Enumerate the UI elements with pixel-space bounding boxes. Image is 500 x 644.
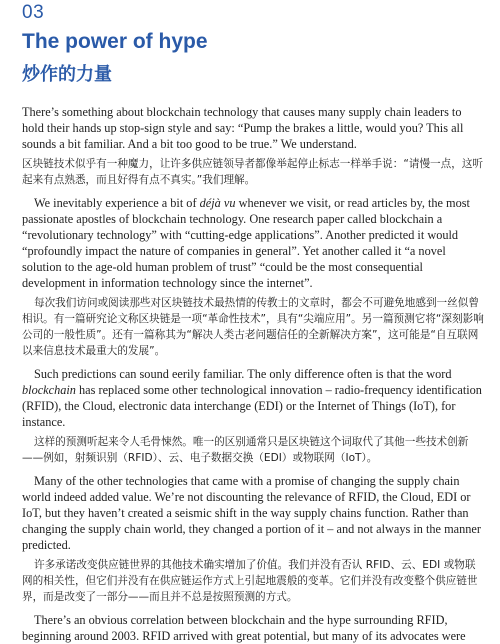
chapter-number: 03: [22, 2, 45, 23]
paragraph-2-en-part2: whenever we visit, or read articles by, the most passionate apostles of blockchain technology. One research paper called blockchain a “revolutionary technology” with “cutting-edge applications”. Another predicted it would “profoundly impact the nature of companies in general”. Yet another called it “a novel solution to the age-old human problem of trust” “could be the most consequential development in information technology since the internet”.: [22, 196, 470, 290]
paragraph-5-en: There’s an obvious correlation between blockchain and the hype surrounding RFID, beginning around 2003. RFID arrived with great potential, but many of its advocates were: [22, 613, 466, 643]
paragraph-1-en: There’s something about blockchain technology that causes many supply chain leaders to hold their hands up stop-sign style and say: “Pump the brakes a little, would you? This all sounds a bit familiar. And a bit too good to be true.” We understand.: [22, 105, 464, 151]
paragraph-3-en-part1: Such predictions can sound eerily familiar. The only difference often is that the word: [34, 367, 452, 381]
chapter-title-zh: 炒作的力量: [22, 64, 112, 85]
paragraph-3-en-part2: has replaced some other technological innovation – radio-frequency identification (RFID), the Cloud, electronic data interchange (EDI) or the Internet of Things (IoT), for instance.: [22, 383, 482, 429]
article-body: [22, 104, 484, 644]
paragraph-2-zh: 每次我们访问或阅读那些对区块链技术最热情的传教士的文章时，都会不可避免地感到一丝似曾相识。有一篇研究论文称区块链是一项“革命性技术”，具有“尖端应用”。另一篇预测它将“深刻影响公司的一般性质”。还有一篇称其为“解决人类古老问题信任的全新解决方案”，这可能是“自互联网以来信息技术最重大的发展”。: [22, 297, 484, 357]
paragraph-2-en: [22, 195, 484, 291]
paragraph-3-zh: 这样的预测听起来令人毛骨悚然。唯一的区别通常只是区块链这个词取代了其他一些技术创新——例如，射频识别（RFID）、云、电子数据交换（EDI）或物联网（IoT）。: [22, 436, 469, 464]
paragraph-2-en-part1: We inevitably experience a bit of: [34, 196, 200, 210]
paragraph-2-en-emphasis: déjà vu: [199, 196, 236, 210]
paragraph-3-en: [22, 366, 484, 430]
paragraph-4-en: Many of the other technologies that came with a promise of changing the supply chain world indeed added value. We’re not discounting the relevance of RFID, the Cloud, EDI or IoT, but they haven’t created a seismic shift in the way supply chains function. Rather than changing the supply chain world, they changed a portion of it – and not always in the manner predicted.: [22, 474, 481, 552]
chapter-title-en: The power of hype: [22, 30, 208, 53]
paragraph-3-en-emphasis: blockchain: [22, 383, 76, 397]
paragraph-4-zh: 许多承诺改变供应链世界的其他技术确实增加了价值。我们并没有否认 RFID、云、EDI 或物联网的相关性，但它们并没有在供应链运作方式上引起地震般的变革。它们并没有改变整个供应链世界，而是改变了一部分——而且并不总是按照预测的方式。: [22, 559, 478, 603]
paragraph-1-zh: 区块链技术似乎有一种魔力，让许多供应链领导者都像举起停止标志一样举手说：“请慢一点，这听起来有点熟悉，而且好得有点不真实。”我们理解。: [22, 158, 484, 186]
